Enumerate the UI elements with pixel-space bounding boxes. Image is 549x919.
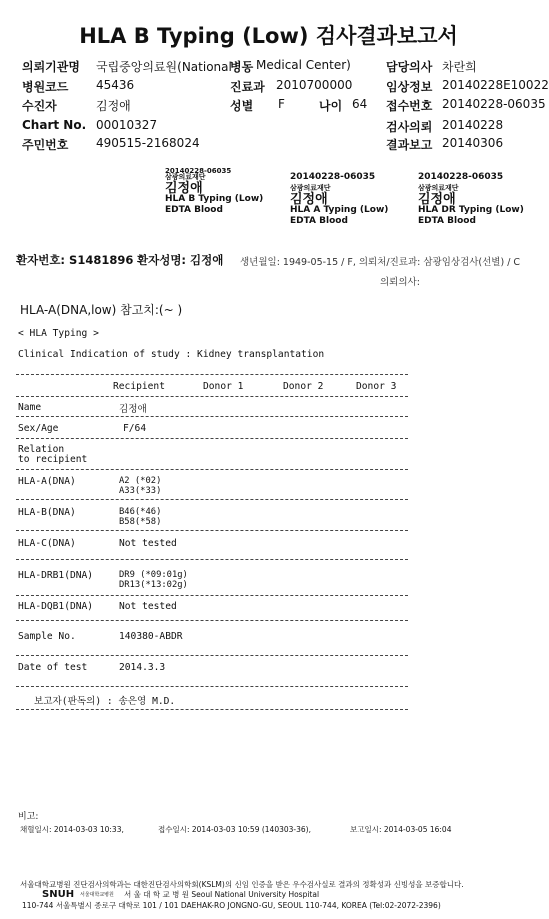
patient-name: 환자성명: 김정애: [137, 253, 224, 267]
divider: [16, 469, 408, 470]
hospital-address: 110-744 서울특별시 종로구 대학로 101 / 101 DAEHAK-RO JONGNO-GU, SEOUL 110-744, KOREA (Tel:02-2072-2396): [22, 901, 441, 910]
row-label: Date of test: [18, 662, 88, 673]
header-label: 나이: [319, 99, 343, 113]
label-cut-id: 20140228-06035: [165, 167, 232, 175]
reported-time: 보고일시: 2014-03-05 16:04: [350, 825, 452, 834]
specimen-label: [165, 166, 263, 216]
header-value: 20140228E10022: [442, 78, 549, 92]
header-label: 담당의사: [386, 60, 433, 74]
column-header: Donor 2: [283, 381, 324, 392]
header-value: Medical Center): [256, 58, 351, 72]
header-value: 00010327: [96, 118, 158, 132]
report-title: HLA B Typing (Low) 검사결과보고서: [79, 24, 458, 48]
label-institution: 삼광의료재단: [418, 184, 459, 192]
header-value: F: [278, 97, 285, 111]
column-header: Recipient: [113, 381, 165, 392]
header-label: 성별: [230, 99, 254, 113]
row-value: F/64: [123, 423, 147, 434]
divider: [16, 686, 408, 687]
patient-details: 생년월일: 1949-05-15 / F, 의뢰처/진료과: 삼광임상검사(선별) / C: [240, 257, 521, 268]
row-value: A2 (*02): [119, 476, 162, 486]
header-label: 의뢰기관명: [22, 60, 80, 74]
label-patient-name: 김정애: [418, 192, 456, 207]
divider: [16, 559, 408, 560]
row-label: Sex/Age: [18, 423, 59, 434]
label-institution: 삼광의료재단: [165, 173, 206, 181]
row-value: B46(*46): [119, 507, 162, 517]
row-value-2: A33(*33): [119, 486, 162, 496]
row-value-2: DR13(*13:02g): [119, 580, 188, 590]
label-test: HLA A Typing (Low): [290, 205, 389, 215]
column-header: Donor 3: [356, 381, 397, 392]
header-label: 병원코드: [22, 80, 69, 94]
label-tube: EDTA Blood: [165, 205, 223, 215]
row-value-2: B58(*58): [119, 517, 162, 527]
reporter: 보고자(판독의) : 송은영 M.D.: [34, 696, 176, 707]
header-label: 접수번호: [386, 99, 433, 113]
row-label: HLA-B(DNA): [18, 507, 76, 518]
divider: [16, 438, 408, 439]
patient-number: 환자번호: S1481896: [16, 253, 134, 267]
certification-text: 서울대학교병원 진단검사의학과는 대한진단검사의학회(KSLM)의 신임 인증을 받은 우수검사실로 결과의 정확성과 신빙성을 보증합니다.: [20, 880, 464, 889]
divider: [16, 709, 408, 710]
header-value: 2010700000: [276, 78, 353, 92]
header-label: 수진자: [22, 99, 57, 113]
label-tube: EDTA Blood: [290, 216, 348, 226]
hospital-logo: SNUH: [42, 889, 75, 900]
header-label: 진료과: [230, 80, 265, 94]
header-value: 차란희: [442, 60, 477, 74]
row-label-line2: to recipient: [18, 454, 88, 465]
row-value: Not tested: [119, 538, 177, 549]
label-tube: EDTA Blood: [418, 216, 476, 226]
row-label: Name: [18, 402, 42, 413]
referring-doctor: 의뢰의사:: [380, 277, 420, 288]
divider: [16, 620, 408, 621]
specimen-label: [290, 172, 388, 227]
divider: [16, 499, 408, 500]
row-label: HLA-C(DNA): [18, 538, 76, 549]
row-label: Relation: [18, 444, 65, 455]
header-value: 20140306: [442, 136, 504, 150]
hospital-logo-subtext: 서울대학교병원: [80, 892, 114, 898]
header-label: 임상정보: [386, 80, 433, 94]
label-id: 20140228-06035: [290, 172, 376, 182]
received-time: 접수일시: 2014-03-03 10:59 (140303-36),: [158, 825, 311, 834]
header-value: 김정애: [96, 99, 131, 113]
row-value: 140380-ABDR: [119, 631, 183, 642]
header-label: Chart No.: [22, 118, 87, 132]
divider: [16, 655, 408, 656]
remarks-label: 비고:: [18, 812, 39, 822]
row-value: 2014.3.3: [119, 662, 166, 673]
header-label: 결과보고: [386, 138, 433, 152]
label-patient-name: 김정애: [290, 192, 328, 207]
header-value: 20140228-06035: [442, 97, 546, 111]
row-label: Sample No.: [18, 631, 76, 642]
header-label: 병동: [230, 60, 254, 74]
row-label: HLA-A(DNA): [18, 476, 76, 487]
divider: [16, 595, 408, 596]
label-patient-name: 김정애: [165, 181, 203, 196]
header-value: 45436: [96, 78, 135, 92]
header-value: 490515-2168024: [96, 136, 200, 150]
column-header: Donor 1: [203, 381, 244, 392]
divider: [16, 530, 408, 531]
label-id: 20140228-06035: [418, 172, 504, 182]
clinical-indication: Clinical Indication of study : Kidney transplantation: [18, 349, 325, 360]
label-test: HLA B Typing (Low): [165, 194, 264, 204]
header-label: 검사의뢰: [386, 120, 433, 134]
specimen-label: [418, 172, 524, 227]
header-value: 64: [352, 97, 368, 111]
row-value: Not tested: [119, 601, 177, 612]
label-institution: 삼광의료재단: [290, 184, 331, 192]
row-value: DR9 (*09:01g): [119, 570, 188, 580]
divider: [16, 396, 408, 397]
section-title: < HLA Typing >: [18, 328, 99, 339]
row-value: 김정애: [119, 404, 147, 415]
divider: [16, 416, 408, 417]
row-label: HLA-DQB1(DNA): [18, 601, 94, 612]
header-label: 주민번호: [22, 138, 69, 152]
divider: [16, 374, 408, 375]
header-value: 국립중앙의료원(National: [96, 60, 232, 74]
label-test: HLA DR Typing (Low): [418, 205, 524, 215]
collected-time: 채혈일시: 2014-03-03 10:33,: [20, 825, 124, 834]
header-value: 20140228: [442, 118, 504, 132]
hospital-name: 서 울 대 학 교 병 원 Seoul National University Hospital: [124, 890, 320, 899]
row-label: HLA-DRB1(DNA): [18, 570, 94, 581]
report-heading: HLA-A(DNA,low) 참고치:(~ ): [20, 303, 183, 317]
